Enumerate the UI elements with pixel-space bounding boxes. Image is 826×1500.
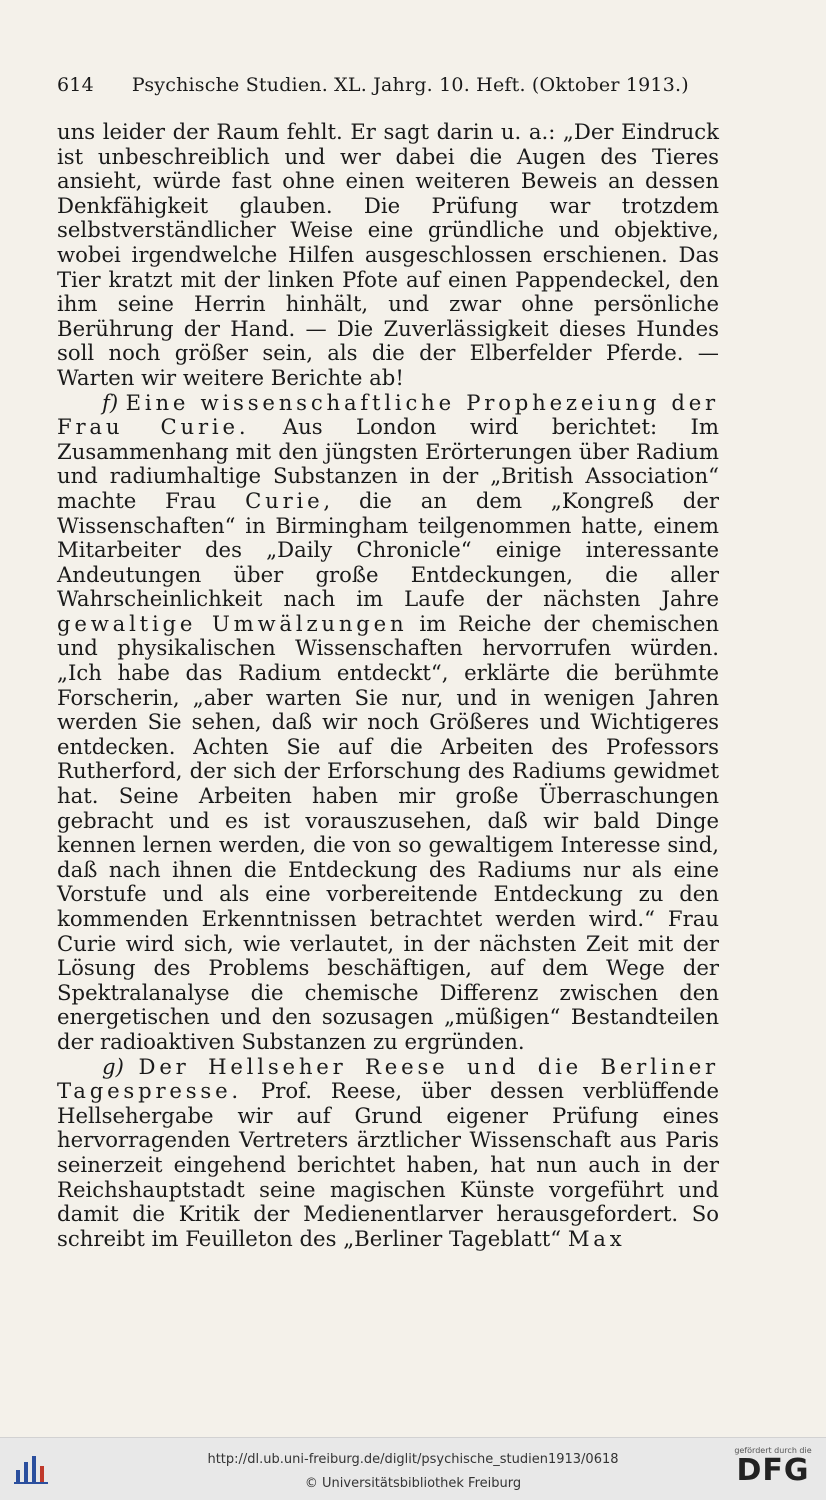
section-f [57, 391, 719, 1055]
section-f-heading: Eine wissenschaftliche Prophezeiung der Frau Curie. [57, 389, 719, 440]
section-g [57, 1055, 719, 1252]
page-number: 614 [57, 74, 94, 96]
section-g-heading: Der Hellseher Reese und die Berliner Tagespresse. [57, 1053, 719, 1104]
section-f-text-1: Aus London wird berichtet: Im Zusammenhang mit den jüngsten Erörterungen über Radium und radiumhaltige Substanzen in der „British Association“ machte Frau [57, 414, 719, 513]
section-f-emphasis: gewaltige Umwälzungen [57, 610, 408, 636]
dfg-logo-icon: DFG [736, 1453, 810, 1488]
running-title: Psychische Studien. XL. Jahrg. 10. Heft. (Oktober 1913.) [131, 74, 689, 96]
sponsor-caption: gefördert durch die [734, 1446, 812, 1455]
paragraph-continuation: uns leider der Raum fehlt. Er sagt darin u. a.: „Der Eindruck ist unbeschreiblich und wer dabei die Augen des Tieres ansieht, würde fast ohne einen weiteren Beweis an dessen Denkfähigkeit glauben. Die Prüfung war trotzdem selbstverständlicher Weise eine gründliche und objektive, wobei irgendwelche Hilfen ausgeschlossen erschienen. Das Tier kratzt mit der linken Pfote auf einen Pappendeckel, den ihm seine Herrin hinhält, und zwar ohne persönliche Berührung der Hand. — Die Zuverlässigkeit dieses Hundes soll noch größer sein, als die der Elberfelder Pferde. — Warten wir weitere Berichte ab! [57, 119, 719, 390]
copyright-notice: © Universitätsbibliothek Freiburg [304, 1476, 522, 1491]
section-f-text-2: , die an dem „Kongreß der Wissenschaften“ in Birmingham teilgenommen hatte, einem Mitarbeiter des „Daily Chronicle“ einige interessante Andeutungen über große Entdeckungen, die aller Wahrscheinlichkeit nach im Laufe der nächsten Jahre [57, 487, 719, 612]
article-body [57, 120, 719, 1251]
viewer-footer [0, 1437, 826, 1500]
page-header [57, 74, 717, 96]
dfg-sponsor-block [730, 1446, 816, 1496]
section-f-text-3: im Reiche der chemischen und physikalischen Wissenschaften hervorrufen würden. „Ich habe das Radium entdeckt“, erklärte die berühmte Forscherin, „aber warten Sie nur, und in wenigen Jahren werden Sie sehen, daß wir noch Größeres und Wichtigeres entdecken. Achten Sie auf die Arbeiten des Professors Rutherford, der sich der Erforschung des Radiums gewidmet hat. Seine Arbeiten haben mir große Überraschungen gebracht und es ist vorauszusehen, daß wir bald Dinge kennen lernen werden, die von so gewaltigem Interesse sind, daß nach ihnen die Entdeckung des Radiums nur als eine Vorstufe und als eine vorbereitende Entdeckung zu den kommenden Erkenntnissen betrachtet werden wird.“ Frau Curie wird sich, wie verlautet, in der nächsten Zeit mit der Lösung des Problems beschäftigen, auf dem Wege der Spektralanalyse die chemische Differenz zwischen den energetischen und den sozusagen „müßigen“ Bestandteilen der radioaktiven Substanzen zu ergründen. [57, 610, 720, 1054]
permalink-url[interactable]: http://dl.ub.uni-freiburg.de/diglit/psychische_studien1913/0618 [207, 1452, 619, 1467]
section-f-enum: f) [102, 389, 119, 415]
section-g-text-1: Prof. Reese, über dessen verblüffende Hellsehergabe wir auf Grund eigener Prüfung eines hervorragenden Vertreters ärztlicher Wissenschaft aus Paris seinerzeit eingehend berichtet haben, hat nun auch in der Reichshauptstadt seine magischen Künste vorgeführt und damit die Kritik der Medienentlarver herausgefordert. So schreibt im Feuilleton des „Berliner Tageblatt“ [57, 1078, 719, 1251]
section-g-name: Max [567, 1225, 626, 1251]
section-f-name: Curie [245, 487, 324, 513]
section-g-enum: g) [102, 1053, 124, 1079]
